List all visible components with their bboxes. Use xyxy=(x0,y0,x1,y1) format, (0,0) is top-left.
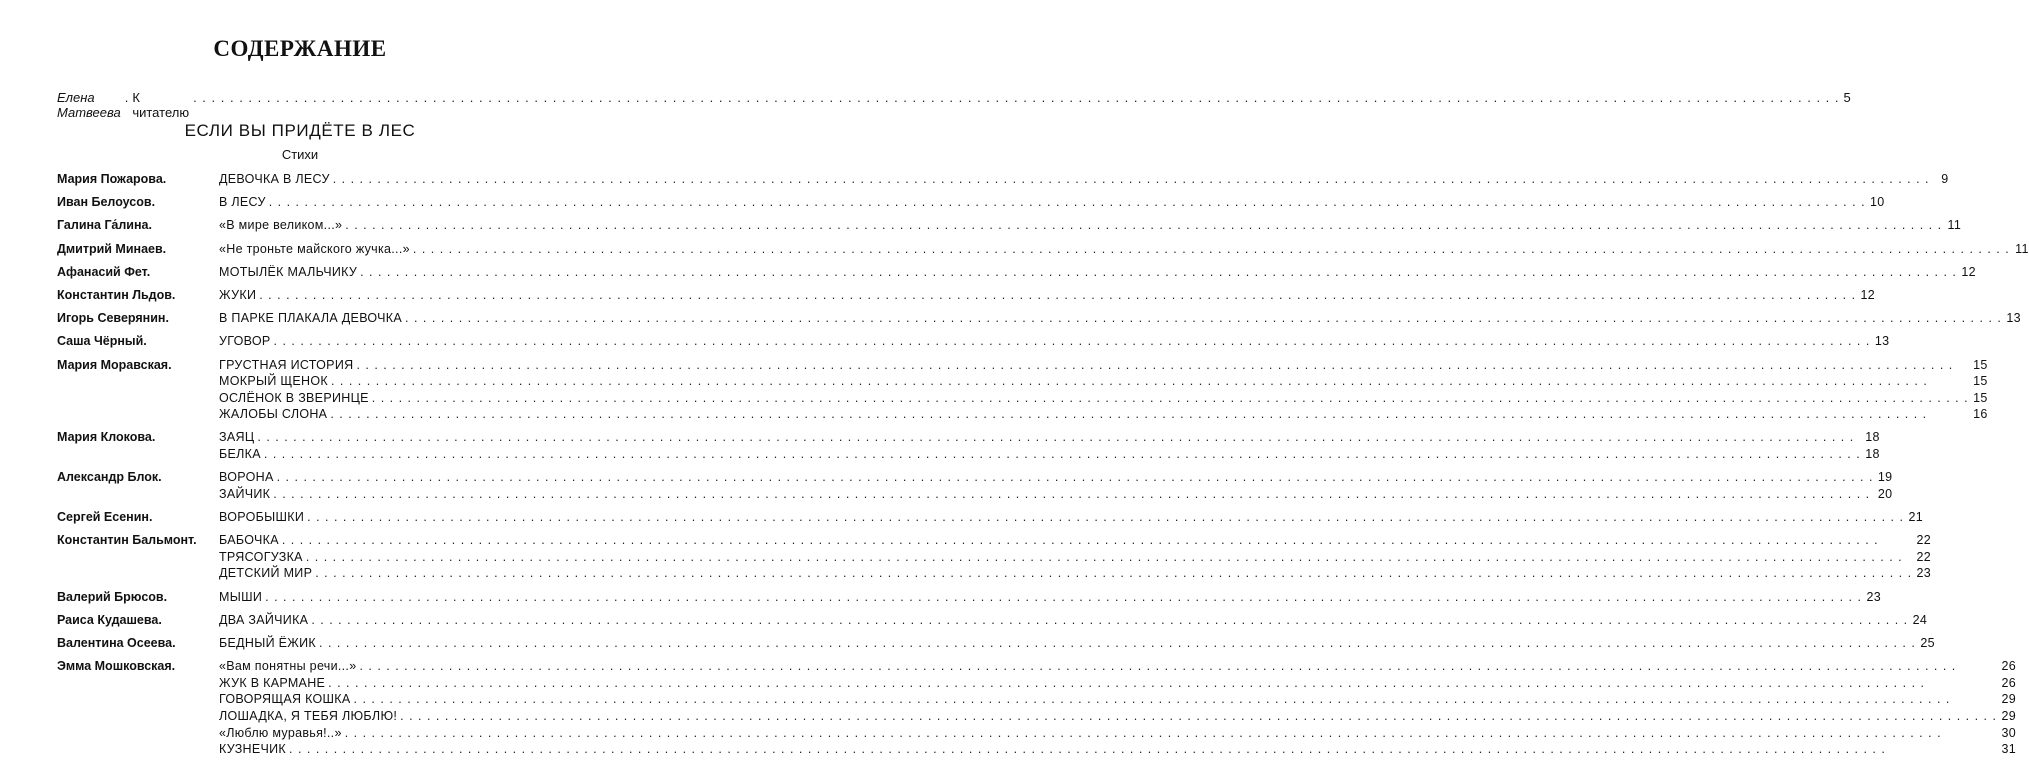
toc-page-number: 11 xyxy=(2015,241,2029,256)
toc-entry xyxy=(219,357,1988,374)
toc-entry xyxy=(219,241,2029,258)
toc-author-group xyxy=(57,264,1976,281)
toc-entry xyxy=(219,406,1988,423)
toc-entry-title: ДЕТСКИЙ МИР xyxy=(219,566,313,581)
dot-leader xyxy=(311,612,1908,629)
toc-entry-title: ЛОШАДКА, Я ТЕБЯ ЛЮБЛЮ! xyxy=(219,708,398,723)
dot-leader xyxy=(356,357,1968,374)
toc-entry xyxy=(219,675,2016,692)
toc-entries xyxy=(219,469,1892,502)
toc-entry xyxy=(219,429,1880,446)
page-title: СОДЕРЖАНИЕ xyxy=(213,36,387,61)
toc-entry xyxy=(219,532,1931,549)
intro-entry xyxy=(57,90,1851,120)
toc-author-group xyxy=(57,589,1881,606)
toc-entry xyxy=(219,612,1927,629)
toc-author: Игорь Северянин. xyxy=(57,311,169,326)
dot-leader xyxy=(289,741,1997,758)
toc-entry xyxy=(219,373,1988,390)
toc-entry-title: В ПАРКЕ ПЛАКАЛА ДЕВОЧКА xyxy=(219,311,403,326)
dot-leader xyxy=(345,217,1942,234)
toc-entry xyxy=(219,725,2016,742)
toc-entry-title: ЖУК В КАРМАНЕ xyxy=(219,675,326,690)
toc-page-number: 22 xyxy=(1916,533,1932,548)
toc-entry xyxy=(219,310,2021,327)
dot-leader xyxy=(319,635,1916,652)
toc-entry xyxy=(219,549,1931,566)
toc-entries xyxy=(219,635,1935,652)
toc-author-group xyxy=(57,217,1962,234)
toc-entry-title: ЗАЯЦ xyxy=(219,430,255,445)
toc-author: Сергей Есенин. xyxy=(57,510,153,525)
toc-entry-title: «Вам понятны речи...» xyxy=(219,659,357,674)
toc-author-group xyxy=(57,469,1893,502)
dot-leader xyxy=(277,469,1874,486)
dot-leader xyxy=(372,390,1969,407)
toc-entry xyxy=(219,589,1881,606)
toc-entry xyxy=(219,708,2016,725)
toc-author-group xyxy=(57,612,1928,629)
toc-author: Мария Моравская. xyxy=(57,357,172,372)
toc-entry-title: БЕДНЫЙ ЁЖИК xyxy=(219,635,317,650)
dot-leader xyxy=(307,509,1904,526)
toc-author-group xyxy=(57,635,1935,652)
toc-author: Мария Пожарова. xyxy=(57,172,167,186)
toc-entry xyxy=(219,658,2016,675)
toc-entry-title: ВОРОНА xyxy=(219,470,274,485)
toc-author: Дмитрий Минаев. xyxy=(57,241,167,256)
dot-leader xyxy=(413,241,2010,258)
dot-leader xyxy=(282,532,1912,549)
dot-leader xyxy=(400,708,1997,725)
toc-entry-title: ЖАЛОБЫ СЛОНА xyxy=(219,407,328,422)
dot-leader xyxy=(360,264,1957,281)
toc-entry xyxy=(219,287,1875,304)
toc-entries xyxy=(219,333,1889,350)
toc-entry xyxy=(219,171,1949,188)
toc-entry-title: «В мире великом...» xyxy=(219,218,343,233)
toc-page-number: 13 xyxy=(1874,334,1890,349)
toc-author: Валерий Брюсов. xyxy=(57,589,168,604)
toc-page-number: 22 xyxy=(1916,549,1932,564)
toc-entry xyxy=(219,691,2016,708)
toc-author-group xyxy=(57,241,2029,258)
toc-entries xyxy=(219,357,1988,423)
dot-leader xyxy=(331,373,1969,390)
intro-title: К читателю xyxy=(132,90,190,120)
toc-page-number: 20 xyxy=(1877,486,1893,501)
toc-page-number: 23 xyxy=(1916,566,1932,581)
toc-entry xyxy=(219,217,1961,234)
toc-author-group xyxy=(57,532,1932,582)
toc-author: Раиса Кудашева. xyxy=(57,612,162,627)
toc-entry-title: ДЕВОЧКА В ЛЕСУ xyxy=(219,172,330,186)
toc-page-number: 15 xyxy=(1973,374,1988,389)
toc-author-group xyxy=(57,658,2016,758)
toc-page-number: 9 xyxy=(1941,172,1949,186)
dot-leader xyxy=(269,194,1866,211)
toc-entry xyxy=(219,486,1892,503)
toc-page-number: 23 xyxy=(1866,589,1881,604)
toc-entries xyxy=(219,532,1931,582)
section-subtitle: Стихи xyxy=(281,147,319,162)
intro-separator: . xyxy=(124,90,129,105)
toc-author-group xyxy=(57,194,1885,211)
toc-page-number: 13 xyxy=(2006,311,2021,326)
toc-page-number: 15 xyxy=(1973,390,1988,405)
toc-author-group xyxy=(57,509,1923,526)
toc-page-number: 12 xyxy=(1961,264,1976,279)
intro-author: Елена Матвеева xyxy=(57,90,121,120)
dot-leader xyxy=(328,675,1997,692)
toc-entry-title: БЕЛКА xyxy=(219,447,261,462)
toc-author: Галина Га́лина. xyxy=(57,218,152,233)
toc-entry-title: ОСЛЁНОК В ЗВЕРИНЦЕ xyxy=(219,390,369,405)
toc-author: Константин Льдов. xyxy=(57,287,176,302)
toc-entry-title: ЖУКИ xyxy=(219,287,257,302)
toc-entries xyxy=(219,264,1976,281)
toc-author-group xyxy=(57,171,1949,188)
toc-entry-title: ВОРОБЫШКИ xyxy=(219,510,305,525)
toc-page-number: 18 xyxy=(1865,447,1880,462)
toc-page-number: 26 xyxy=(2001,675,2016,690)
dot-leader xyxy=(354,691,1997,708)
toc-entries xyxy=(219,310,2021,327)
toc-author-group xyxy=(57,310,2021,327)
dot-leader xyxy=(359,658,1997,675)
toc-entries xyxy=(219,429,1880,462)
toc-entry xyxy=(219,469,1892,486)
toc-author: Афанасий Фет. xyxy=(57,264,151,279)
toc-page-number: 26 xyxy=(2001,659,2016,674)
dot-leader xyxy=(193,90,1839,105)
toc-entry xyxy=(219,333,1889,350)
toc-entry xyxy=(219,194,1885,211)
toc-entry xyxy=(219,264,1976,281)
toc-author-group xyxy=(57,287,1876,304)
toc-page-number: 12 xyxy=(1860,287,1876,302)
toc-page-number: 16 xyxy=(1973,407,1988,422)
toc-page-number: 30 xyxy=(2001,725,2016,740)
dot-leader xyxy=(273,486,1873,503)
toc-author: Мария Клокова. xyxy=(57,430,156,445)
toc-page-number: 24 xyxy=(1912,612,1928,627)
toc-entry-title: УГОВОР xyxy=(219,334,271,349)
toc-author-group xyxy=(57,357,1988,423)
toc-list xyxy=(57,171,2029,764)
dot-leader xyxy=(333,171,1930,188)
dot-leader xyxy=(315,565,1912,582)
dot-leader xyxy=(265,589,1862,606)
toc-entry xyxy=(219,390,1988,407)
dot-leader xyxy=(345,725,1997,742)
toc-entry-title: В ЛЕСУ xyxy=(219,195,266,210)
toc-author-group xyxy=(57,429,1880,462)
dot-leader xyxy=(257,429,1860,446)
toc-entries xyxy=(219,612,1927,629)
toc-entry-title: ТРЯСОГУЗКА xyxy=(219,549,303,564)
toc-entry xyxy=(219,509,1923,526)
toc-entries xyxy=(219,241,2029,258)
toc-entry-title: ГОВОРЯЩАЯ КОШКА xyxy=(219,692,351,707)
toc-entries xyxy=(219,509,1923,526)
dot-leader xyxy=(259,287,1856,304)
toc-entries xyxy=(219,217,1961,234)
toc-entry-title: «Люблю муравья!..» xyxy=(219,725,342,740)
toc-page-number: 15 xyxy=(1973,357,1988,372)
toc-author: Александр Блок. xyxy=(57,470,162,485)
toc-entry-title: МОТЫЛЁК МАЛЬЧИКУ xyxy=(219,264,358,279)
section-title: ЕСЛИ ВЫ ПРИДЁТЕ В ЛЕС xyxy=(184,121,416,140)
toc-page-number: 18 xyxy=(1865,430,1880,445)
toc-entry xyxy=(219,565,1931,582)
toc-page-number: 29 xyxy=(2001,692,2016,707)
intro-page-number: 5 xyxy=(1843,90,1851,105)
dot-leader xyxy=(330,406,1968,423)
toc-entry xyxy=(219,741,2016,758)
toc-entry-title: КУЗНЕЧИК xyxy=(219,742,286,757)
toc-page-number: 25 xyxy=(1920,635,1935,650)
toc-author: Валентина Осеева. xyxy=(57,635,176,650)
toc-entry-title: МЫШИ xyxy=(219,589,263,604)
toc-entry-title: ГРУСТНАЯ ИСТОРИЯ xyxy=(219,357,354,372)
toc-author: Иван Белоусов. xyxy=(57,195,156,210)
toc-author: Саша Чёрный. xyxy=(57,334,147,349)
toc-page-number: 10 xyxy=(1870,195,1885,210)
toc-entry-title: БАБОЧКА xyxy=(219,533,279,548)
toc-page-number: 31 xyxy=(2001,742,2016,757)
toc-entries xyxy=(219,658,2016,758)
toc-entry-title: ДВА ЗАЙЧИКА xyxy=(219,612,309,627)
dot-leader xyxy=(264,446,1861,463)
toc-entry xyxy=(219,635,1935,652)
toc-author: Константин Бальмонт. xyxy=(57,533,197,548)
toc-entries xyxy=(219,171,1949,188)
toc-entry-title: «Не троньте майского жучка...» xyxy=(219,241,410,256)
toc-entries xyxy=(219,194,1885,211)
toc-entries xyxy=(219,287,1875,304)
toc-author-group xyxy=(57,333,1890,350)
dot-leader xyxy=(274,333,1871,350)
toc-entry-title: МОКРЫЙ ЩЕНОК xyxy=(219,374,328,389)
toc-entries xyxy=(219,589,1881,606)
dot-leader xyxy=(405,310,2002,327)
toc-entry-title: ЗАЙЧИК xyxy=(219,486,271,501)
toc-page-number: 11 xyxy=(1947,218,1962,233)
dot-leader xyxy=(306,549,1912,566)
toc-author: Эмма Мошковская. xyxy=(57,659,176,674)
toc-page-number: 29 xyxy=(2001,708,2016,723)
toc-page-number: 21 xyxy=(1908,510,1923,525)
toc-page-number: 19 xyxy=(1877,470,1893,485)
toc-entry xyxy=(219,446,1880,463)
